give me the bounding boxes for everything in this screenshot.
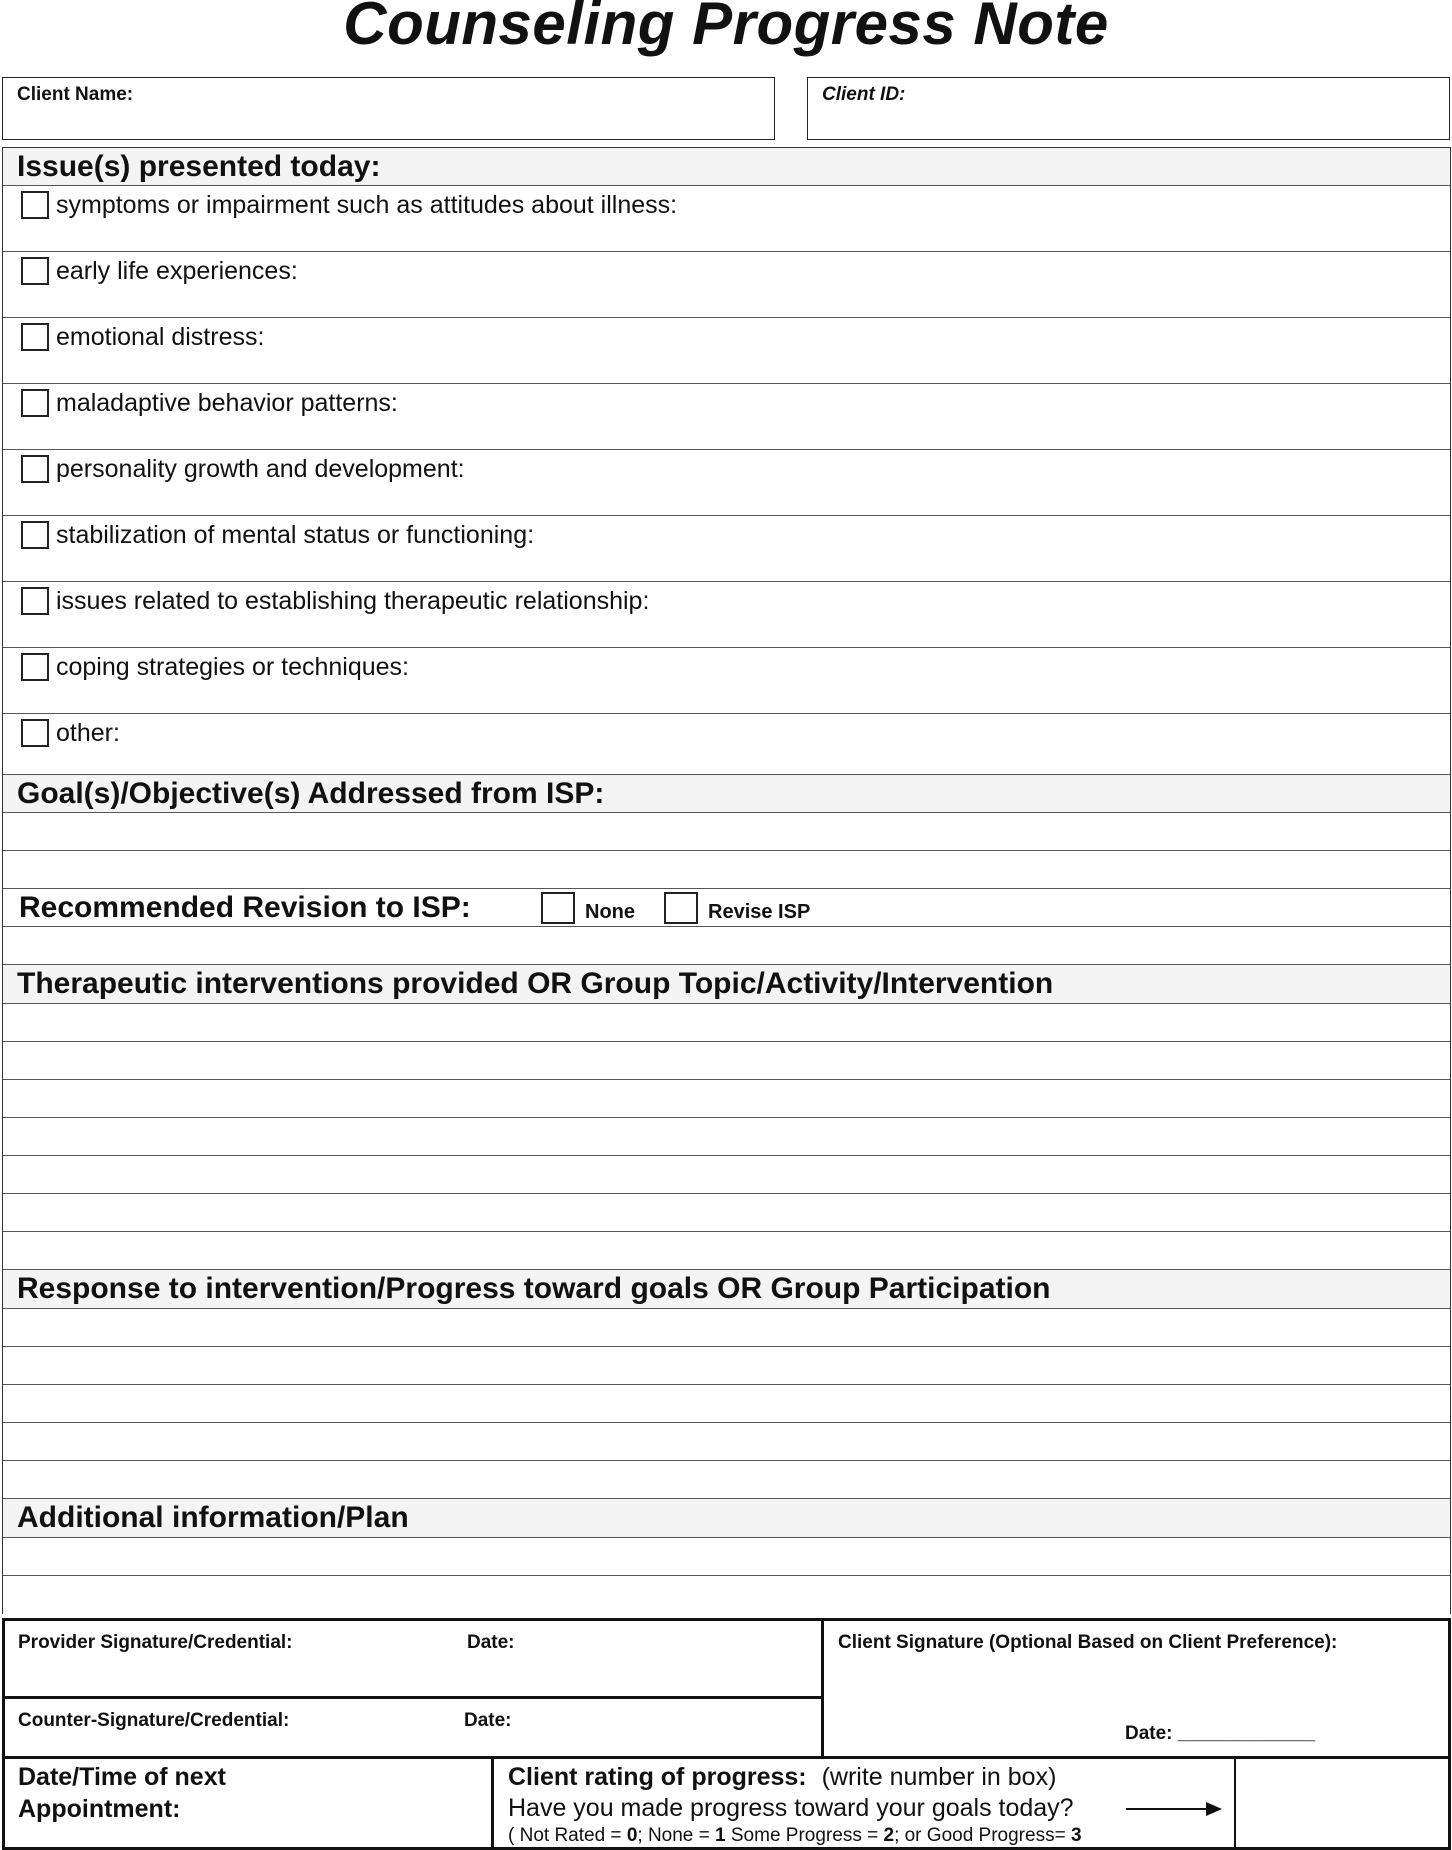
- issue-row[interactable]: [3, 648, 1450, 714]
- next-appointment-label: Date/Time of next: [18, 1763, 226, 1791]
- issue-row[interactable]: [3, 450, 1450, 516]
- next-appointment-field[interactable]: [5, 1759, 494, 1847]
- issue-label: emotional distress:: [56, 323, 265, 351]
- rating-value-not-rated: 0: [626, 1825, 638, 1846]
- goals-write-line[interactable]: [3, 851, 1450, 889]
- response-write-line[interactable]: [3, 1423, 1450, 1461]
- additional-header: [3, 1499, 1450, 1538]
- rating-scale-text: ; or Good Progress=: [894, 1825, 1071, 1846]
- response-write-line[interactable]: [3, 1461, 1450, 1499]
- rating-value-good: 3: [1070, 1825, 1082, 1846]
- revision-none-checkbox[interactable]: [541, 892, 575, 924]
- rating-question: Have you made progress toward your goals today?: [508, 1794, 1074, 1822]
- issue-checkbox[interactable]: [21, 389, 49, 417]
- issue-label: maladaptive behavior patterns:: [56, 389, 398, 417]
- rating-value-some: 2: [883, 1825, 895, 1846]
- client-signature-field[interactable]: [824, 1621, 1448, 1757]
- interventions-write-line[interactable]: [3, 1118, 1450, 1156]
- provider-date-label: Date:: [467, 1632, 515, 1653]
- issue-checkbox[interactable]: [21, 653, 49, 681]
- interventions-write-line[interactable]: [3, 1080, 1450, 1118]
- response-heading: Response to intervention/Progress toward goals OR Group Participation: [17, 1272, 1051, 1305]
- issue-checkbox[interactable]: [21, 323, 49, 351]
- issue-checkbox[interactable]: [21, 521, 49, 549]
- response-write-line[interactable]: [3, 1309, 1450, 1347]
- footer-section: [2, 1756, 1451, 1850]
- note-form: [2, 147, 1451, 1614]
- issue-checkbox[interactable]: [21, 587, 49, 615]
- client-signature-label: Client Signature (Optional Based on Client Preference):: [838, 1632, 1338, 1653]
- interventions-header: [3, 965, 1450, 1004]
- counter-signature-label: Counter-Signature/Credential:: [18, 1710, 290, 1731]
- interventions-write-line[interactable]: [3, 1232, 1450, 1270]
- revision-none-label: None: [585, 901, 635, 923]
- issues-header: [3, 148, 1450, 186]
- client-name-field[interactable]: [2, 77, 775, 140]
- additional-heading: Additional information/Plan: [17, 1501, 409, 1534]
- client-id-field[interactable]: [807, 77, 1450, 140]
- client-rating-section: [494, 1759, 1236, 1847]
- counter-signature-field[interactable]: [5, 1699, 821, 1757]
- client-id-label: Client ID:: [822, 84, 906, 105]
- response-write-line[interactable]: [3, 1385, 1450, 1423]
- goals-write-line[interactable]: [3, 813, 1450, 851]
- rating-entry-box[interactable]: [1236, 1759, 1448, 1847]
- issue-label: other:: [56, 719, 120, 747]
- issue-checkbox[interactable]: [21, 455, 49, 483]
- revision-row: [3, 889, 1450, 927]
- issue-label: early life experiences:: [56, 257, 298, 285]
- issue-label: coping strategies or techniques:: [56, 653, 409, 681]
- interventions-heading: Therapeutic interventions provided OR Group Topic/Activity/Intervention: [17, 967, 1054, 1000]
- next-appointment-label-2: Appointment:: [18, 1795, 181, 1823]
- issue-label: personality growth and development:: [56, 455, 465, 483]
- client-name-label: Client Name:: [17, 84, 134, 105]
- issue-row[interactable]: [3, 384, 1450, 450]
- revision-heading: Recommended Revision to ISP:: [19, 891, 471, 924]
- rating-scale: [508, 1825, 1082, 1847]
- arrow-right-icon: [1124, 1800, 1224, 1818]
- issues-heading: Issue(s) presented today:: [17, 150, 381, 183]
- issue-label: issues related to establishing therapeutic relationship:: [56, 587, 650, 615]
- issue-row[interactable]: [3, 318, 1450, 384]
- rating-instruction: (write number in box): [821, 1763, 1057, 1791]
- counter-date-label: Date:: [464, 1710, 512, 1731]
- issue-row[interactable]: [3, 714, 1450, 775]
- response-header: [3, 1270, 1450, 1309]
- revision-revise-checkbox[interactable]: [664, 892, 698, 924]
- revision-write-line[interactable]: [3, 927, 1450, 965]
- issue-checkbox[interactable]: [21, 719, 49, 747]
- issue-label: stabilization of mental status or functioning:: [56, 521, 535, 549]
- rating-scale-text: ( Not Rated =: [508, 1825, 627, 1846]
- rating-value-none: 1: [715, 1825, 726, 1846]
- interventions-write-line[interactable]: [3, 1156, 1450, 1194]
- issue-row[interactable]: [3, 186, 1450, 252]
- issue-row[interactable]: [3, 252, 1450, 318]
- issue-row[interactable]: [3, 516, 1450, 582]
- response-write-line[interactable]: [3, 1347, 1450, 1385]
- interventions-write-line[interactable]: [3, 1194, 1450, 1232]
- interventions-write-line[interactable]: [3, 1004, 1450, 1042]
- client-date-label: Date: _____________: [1125, 1723, 1316, 1744]
- issue-checkbox[interactable]: [21, 257, 49, 285]
- rating-scale-text: Some Progress =: [725, 1825, 884, 1846]
- rating-label: Client rating of progress:: [508, 1763, 807, 1791]
- revision-revise-label: Revise ISP: [708, 901, 811, 923]
- issue-label: symptoms or impairment such as attitudes about illness:: [56, 191, 678, 219]
- provider-signature-field[interactable]: [5, 1621, 821, 1699]
- provider-signature-area: [5, 1621, 824, 1757]
- goals-heading: Goal(s)/Objective(s) Addressed from ISP:: [17, 777, 605, 810]
- additional-write-line[interactable]: [3, 1538, 1450, 1576]
- issue-checkbox[interactable]: [21, 191, 49, 219]
- signature-section: [2, 1618, 1451, 1757]
- interventions-write-line[interactable]: [3, 1042, 1450, 1080]
- rating-scale-text: ; None =: [637, 1825, 716, 1846]
- goals-header: [3, 775, 1450, 813]
- issue-row[interactable]: [3, 582, 1450, 648]
- provider-signature-label: Provider Signature/Credential:: [18, 1632, 293, 1653]
- additional-write-line[interactable]: [3, 1576, 1450, 1614]
- form-title: Counseling Progress Note: [343, 0, 1109, 57]
